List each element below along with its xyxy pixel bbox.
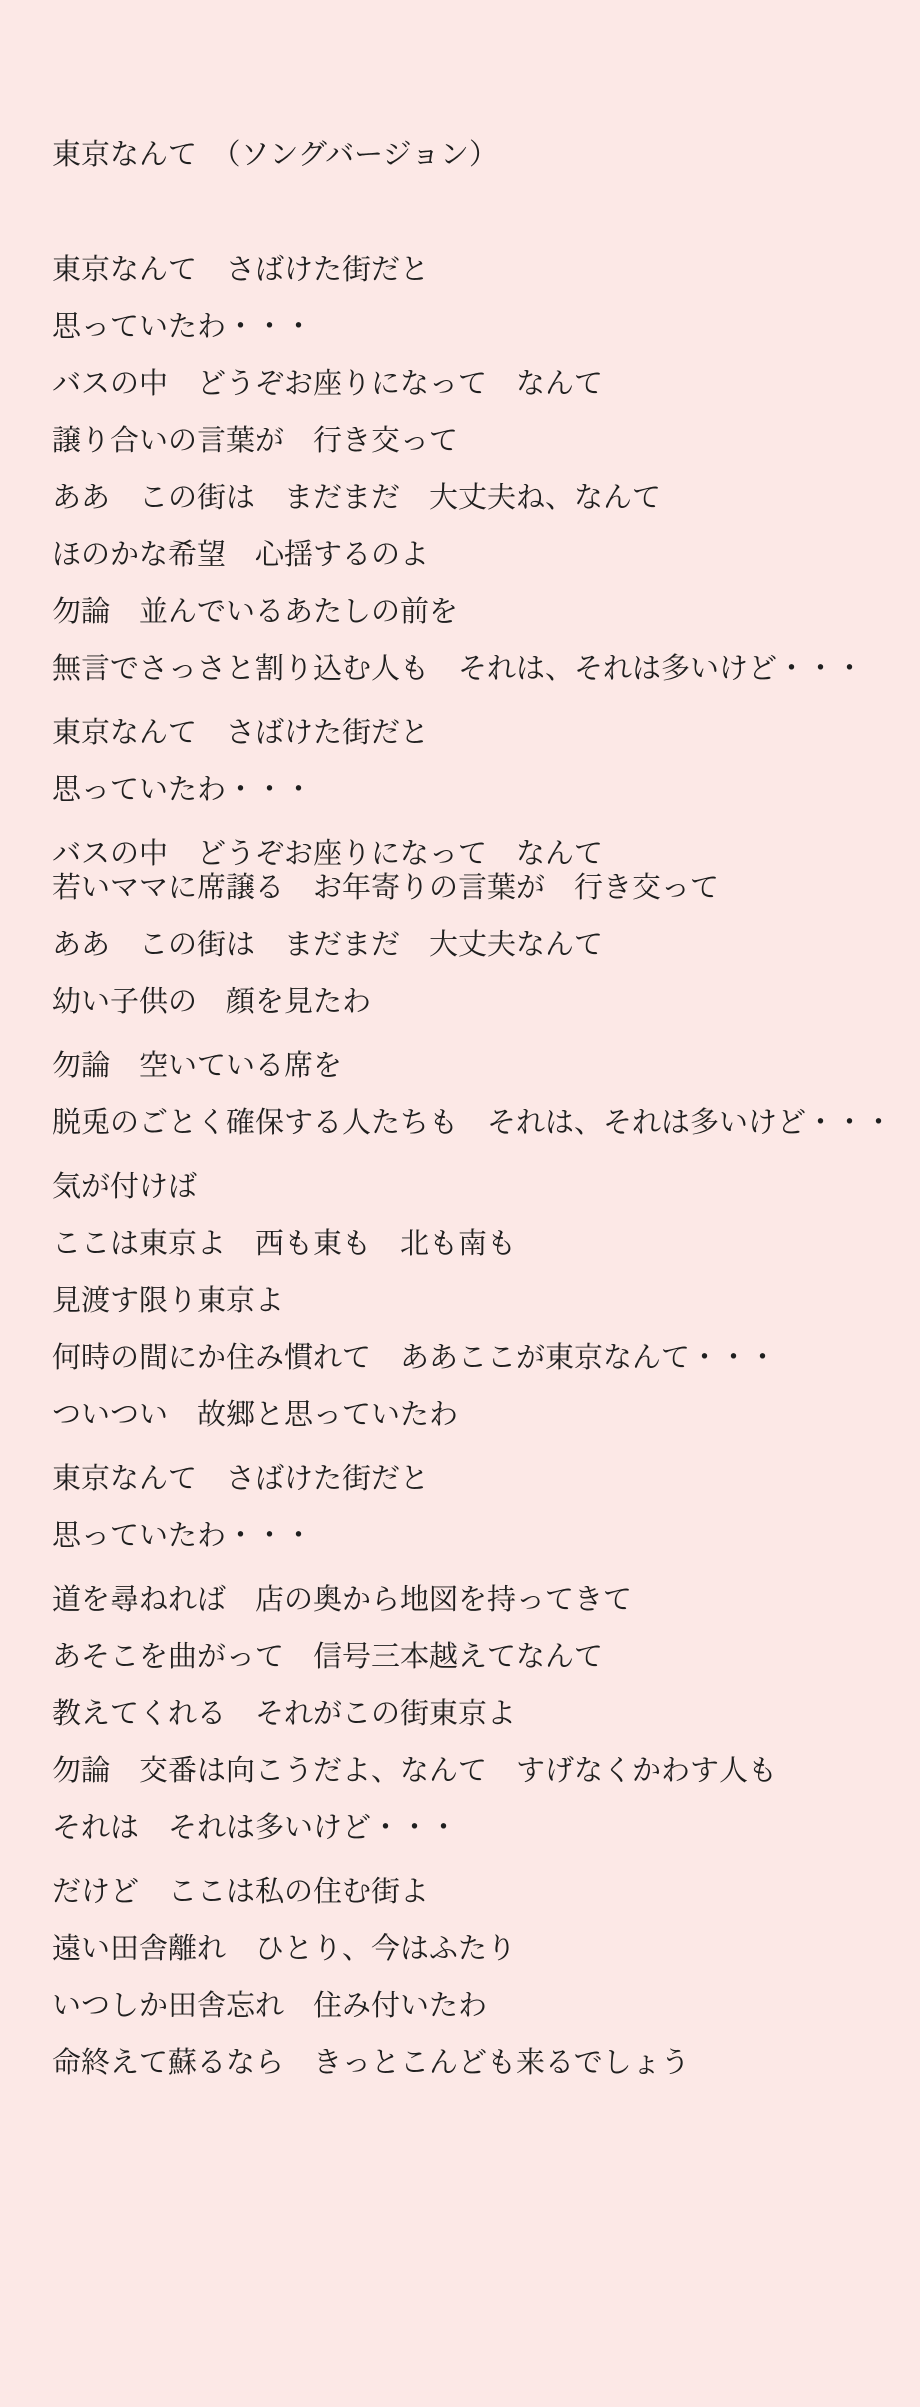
lyric-line: 東京なんて さばけた街だと	[52, 254, 430, 286]
lyric-line: ここは東京よ 西も東も 北も南も	[52, 1228, 517, 1260]
lyric-line: 若いママに席譲る お年寄りの言葉が 行き交って	[52, 872, 720, 904]
lyric-line: 思っていたわ・・・	[52, 1520, 314, 1552]
lyric-line: 何時の間にか住み慣れて ああここが東京なんて・・・	[52, 1342, 778, 1374]
lyric-line: バスの中 どうぞお座りになって なんて	[52, 838, 604, 870]
lyric-line: いつしか田舎忘れ 住み付いたわ	[52, 1990, 488, 2022]
page-title: 東京なんて （ソングバージョン）	[52, 139, 499, 171]
stanza-2	[52, 718, 920, 805]
lyric-line: 気が付けば	[52, 1171, 198, 1203]
stanza-5	[52, 1172, 920, 1430]
stanza-1	[52, 255, 920, 684]
lyric-line: ああ この街は まだまだ 大丈夫なんて	[52, 929, 604, 961]
lyric-line: 思っていたわ・・・	[52, 311, 314, 343]
lyric-line: 勿論 空いている席を	[52, 1050, 343, 1082]
stanza-6	[52, 1464, 920, 1551]
lyric-line: 勿論 並んでいるあたしの前を	[52, 596, 459, 628]
lyric-line: バスの中 どうぞお座りになって なんて	[52, 368, 604, 400]
lyric-line: ついつい 故郷と思っていたわ	[52, 1399, 459, 1431]
lyric-line: 思っていたわ・・・	[52, 774, 314, 806]
lyric-line: 命終えて蘇るなら きっとこんども来るでしょう	[52, 2047, 690, 2079]
lyric-line: 幼い子供の 顔を見たわ	[52, 986, 372, 1018]
lyric-line: 勿論 交番は向こうだよ、なんて すげなくかわす人も	[52, 1755, 778, 1787]
stanza-3	[52, 839, 920, 1017]
lyric-line: ああ この街は まだまだ 大丈夫ね、なんて	[52, 482, 662, 514]
lyric-line: 道を尋ねれば 店の奥から地図を持ってきて	[52, 1584, 633, 1616]
lyric-line: 東京なんて さばけた街だと	[52, 717, 430, 749]
stanza-8	[52, 1877, 920, 2078]
lyric-line: 東京なんて さばけた街だと	[52, 1463, 430, 1495]
lyric-line: 教えてくれる それがこの街東京よ	[52, 1698, 517, 1730]
stanza-4	[52, 1051, 920, 1138]
lyric-line: それは それは多いけど・・・	[52, 1812, 459, 1844]
lyric-line: 遠い田舎離れ ひとり、今はふたり	[52, 1933, 517, 1965]
lyric-line: だけど ここは私の住む街よ	[52, 1876, 430, 1908]
lyric-line: ほのかな希望 心揺するのよ	[52, 539, 430, 571]
stanza-7	[52, 1585, 920, 1843]
lyric-line: 譲り合いの言葉が 行き交って	[52, 425, 459, 457]
lyric-line: 脱兎のごとく確保する人たちも それは、それは多いけど・・・	[52, 1107, 894, 1139]
lyric-line: 無言でさっさと割り込む人も それは、それは多いけど・・・	[52, 653, 865, 685]
lyric-line: あそこを曲がって 信号三本越えてなんて	[52, 1641, 604, 1673]
lyric-line: 見渡す限り東京よ	[52, 1285, 285, 1317]
